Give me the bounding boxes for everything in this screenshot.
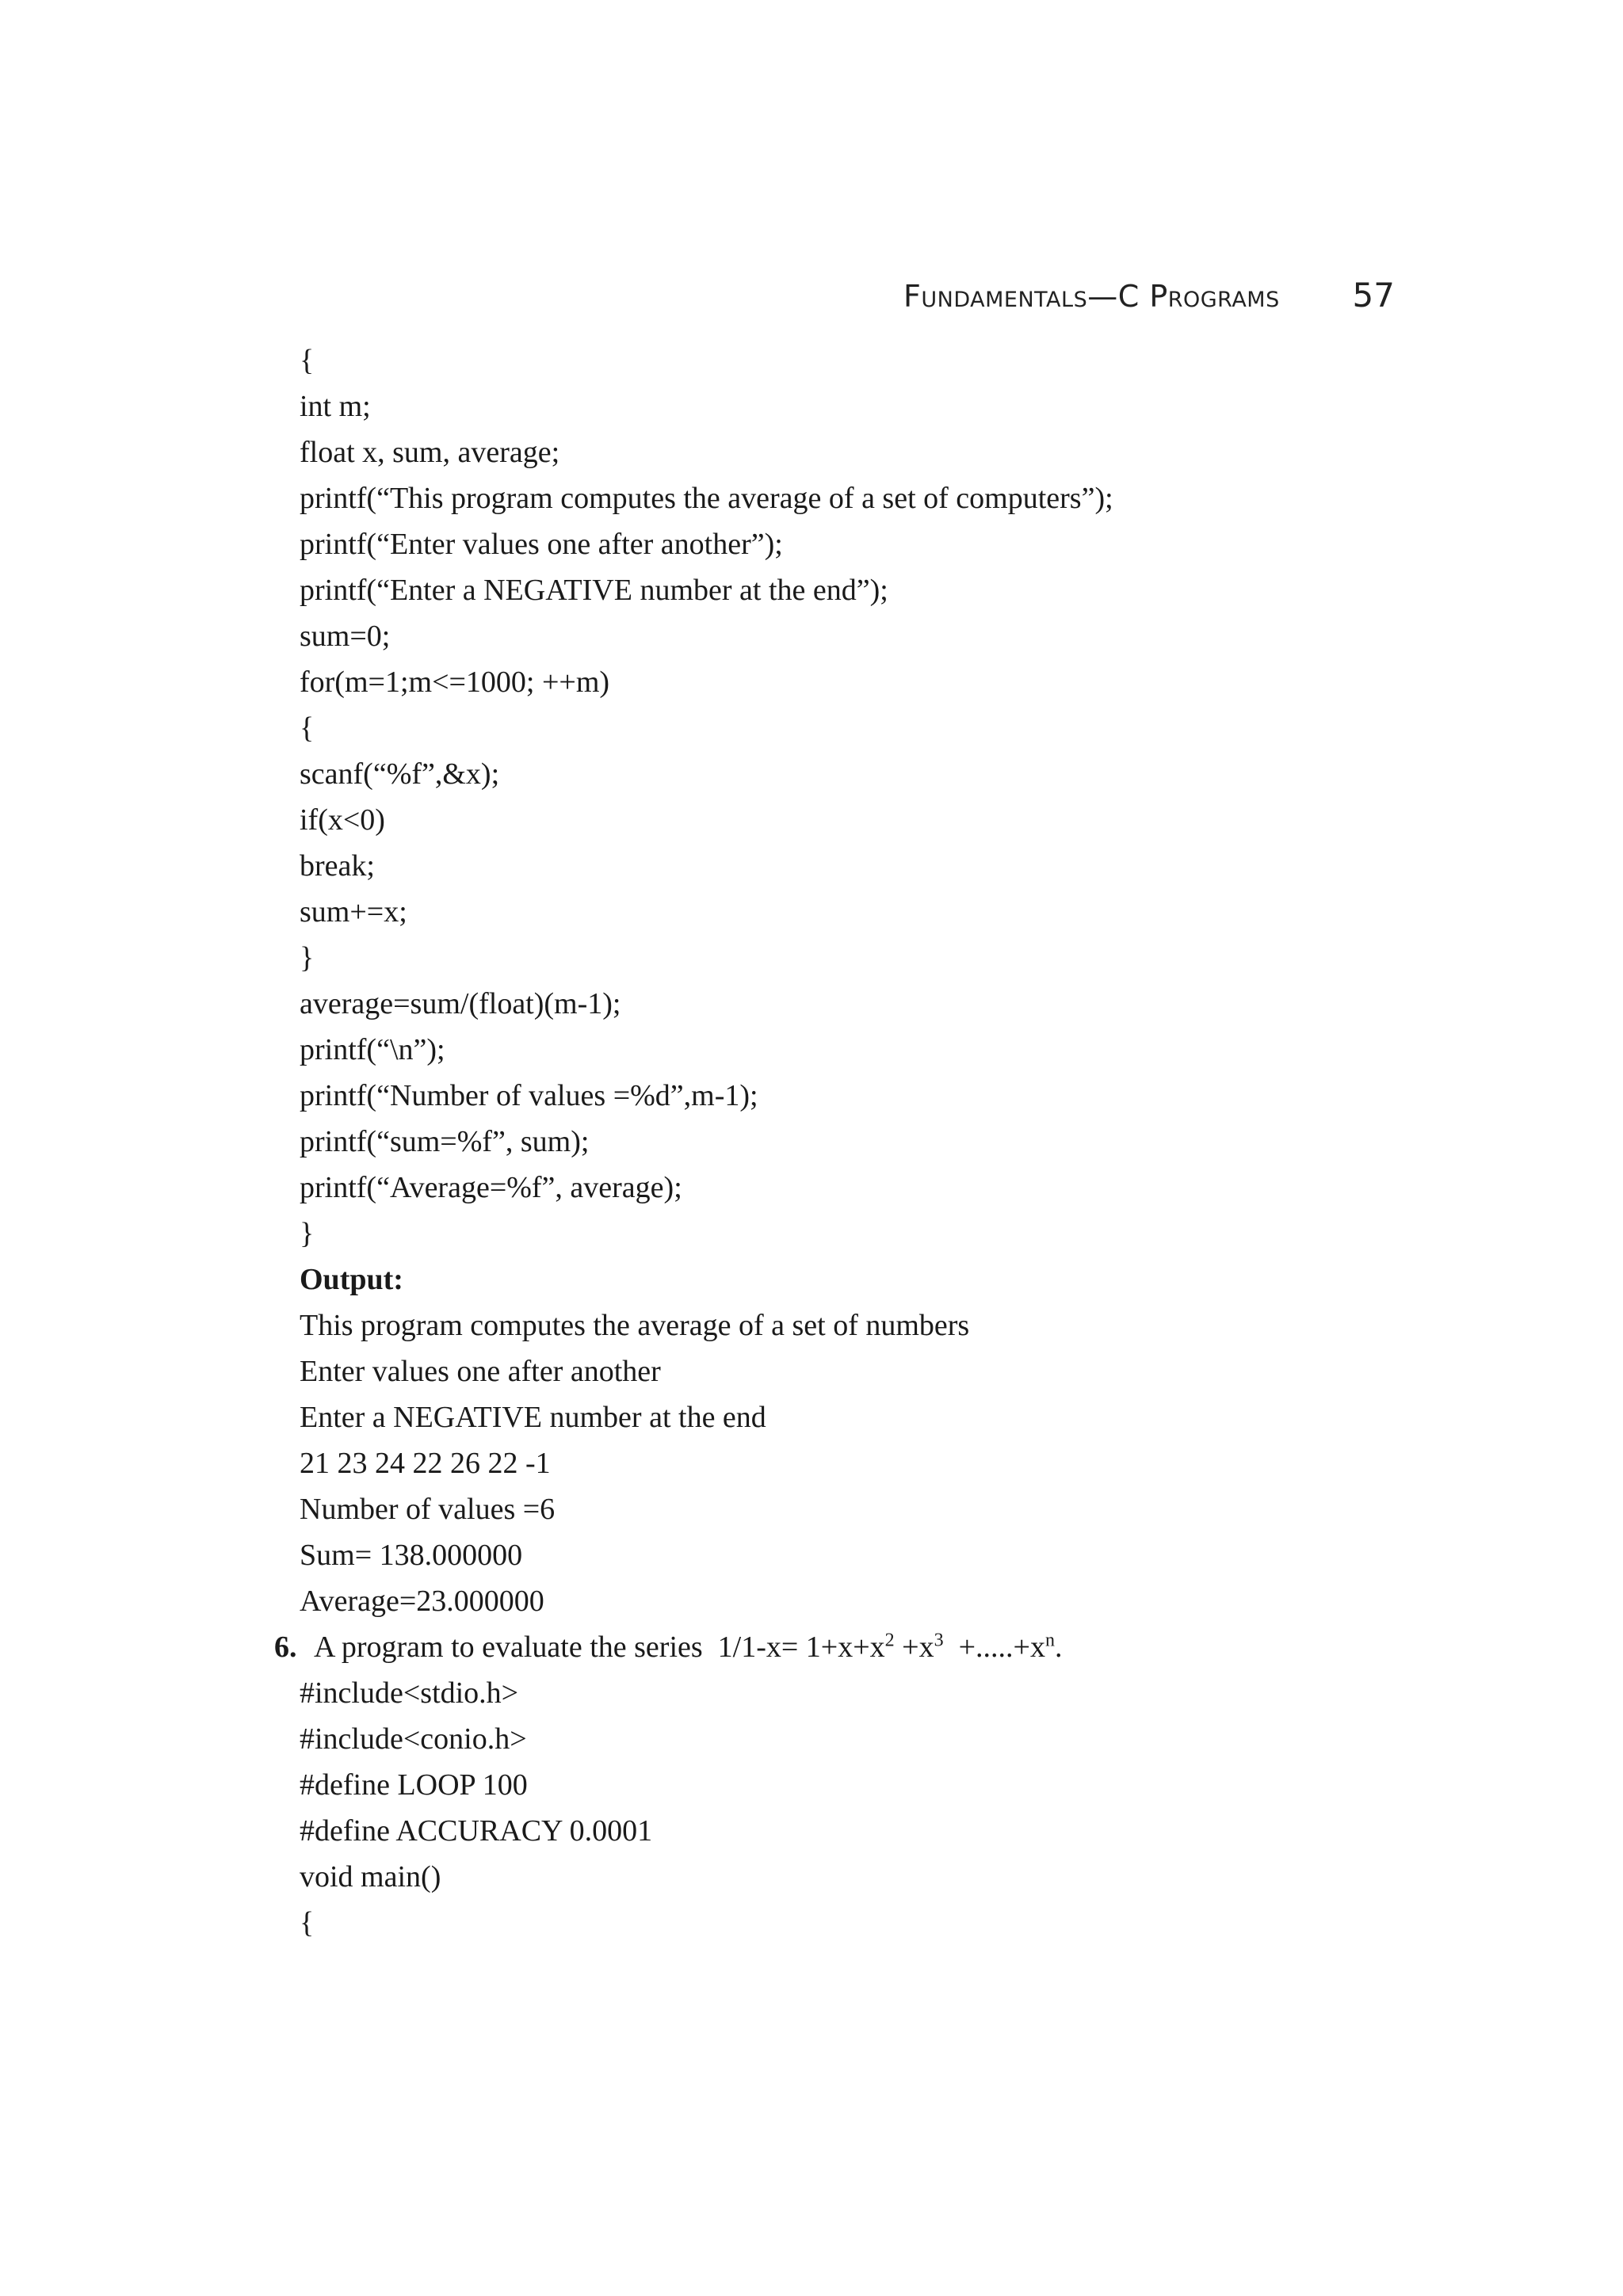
code-line: #define ACCURACY 0.0001 (300, 1814, 653, 1848)
code-block-1 (300, 338, 1488, 1257)
item-number: 6. (274, 1630, 297, 1664)
output-line: Enter values one after another (300, 1355, 661, 1388)
exponent: 2 (884, 1630, 895, 1651)
output-line: Average=23.000000 (300, 1585, 544, 1618)
code-line: printf(“Enter values one after another”); (300, 528, 783, 561)
code-line: break; (300, 849, 375, 883)
output-heading: Output: (300, 1263, 403, 1296)
exponent: n (1044, 1630, 1055, 1651)
code-line: if(x<0) (300, 803, 385, 837)
code-line: void main() (300, 1860, 441, 1894)
code-line: printf(“\n”); (300, 1033, 445, 1066)
code-line: printf(“Enter a NEGATIVE number at the end”); (300, 574, 888, 607)
code-line: sum+=x; (300, 895, 407, 929)
code-line: printf(“This program computes the average of a set of computers”); (300, 482, 1113, 515)
code-line: { (300, 711, 315, 745)
output-line: Number of values =6 (300, 1493, 556, 1526)
item-6-heading (274, 1624, 1488, 1670)
code-line: } (300, 1217, 315, 1250)
code-line: { (300, 344, 315, 377)
output-line: Sum= 138.000000 (300, 1539, 523, 1572)
code-line: #include<stdio.h> (300, 1676, 519, 1710)
code-line: sum=0; (300, 620, 391, 653)
running-title: Fundamentals—C Programs (903, 279, 1280, 314)
output-line: 21 23 24 22 26 22 -1 (300, 1447, 551, 1480)
code-line: printf(“Number of values =%d”,m-1); (300, 1079, 758, 1112)
code-line: int m; (300, 390, 371, 423)
series-text: A program to evaluate the series 1/1-x= 1+x+x (314, 1630, 885, 1664)
code-line: average=sum/(float)(m-1); (300, 987, 621, 1020)
code-line: scanf(“%f”,&x); (300, 757, 500, 791)
code-line: #define LOOP 100 (300, 1768, 528, 1802)
code-line: #include<conio.h> (300, 1722, 527, 1756)
code-line: printf(“sum=%f”, sum); (300, 1125, 590, 1158)
code-line: printf(“Average=%f”, average); (300, 1171, 682, 1204)
page-number: 57 (1352, 276, 1395, 315)
code-line: float x, sum, average; (300, 436, 560, 469)
exponent: 3 (934, 1630, 944, 1651)
output-line: This program computes the average of a set of numbers (300, 1309, 970, 1342)
running-header (903, 276, 1395, 320)
output-block (300, 1302, 1488, 1624)
series-text: +x (894, 1630, 934, 1664)
code-line: for(m=1;m<=1000; ++m) (300, 666, 610, 699)
series-text: +.....+x (943, 1630, 1045, 1664)
output-line: Enter a NEGATIVE number at the end (300, 1401, 766, 1434)
series-text: . (1054, 1630, 1063, 1664)
code-line: { (300, 1906, 315, 1939)
page-body (274, 338, 1488, 1946)
code-block-2 (300, 1670, 1488, 1946)
code-line: } (300, 941, 315, 974)
